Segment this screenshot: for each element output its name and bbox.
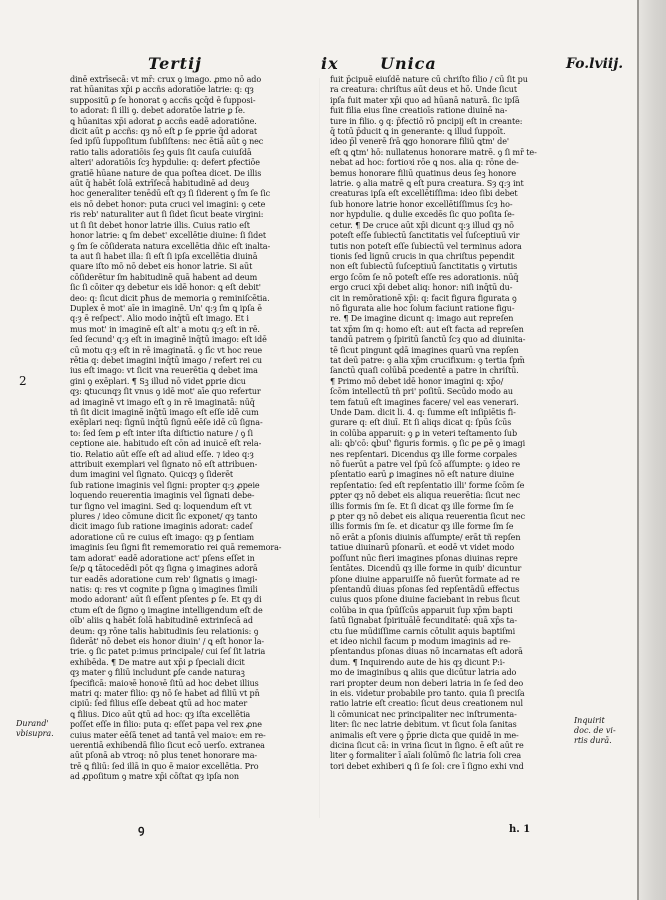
text-line: creaturas ipſa eſt excellētiſſima: ideo ſibi debet <box>330 189 518 199</box>
text-line: ratio talis adoratiōis ſeꝫ ꝙuis ſit cauſa cuiuſdā <box>70 147 252 157</box>
text-line: ta aut ſi habet illa: ſi eſt ſi ipſa excellētia diuinā <box>70 251 258 261</box>
text-line: rat hūanitas xp̄i ꝑ accñs adoratiōe latrie: q: qȝ <box>70 85 254 95</box>
text-line: latrie. ꝯ alia matrē ꝗ eſt pura creatura. Sȝ q:ȝ int̄ <box>330 179 524 189</box>
text-line: ꝑpter qȝ nō debet eis aliqua reuerētia: ſicut nec <box>330 491 521 501</box>
text-line: repſentatio: ſed eſt repſentatio illi' forme ſcōm ſe <box>330 480 525 490</box>
text-line: ipſa fuit mater xp̄i quo ad hūanā naturā. ſic ipſā <box>330 95 520 105</box>
text-line: gratiē hūane nature de qua poſtea dicet. De illis <box>70 168 262 178</box>
text-line: ut ſi ſit debet honor latrie illis. Cuius ratio eſt <box>70 220 250 230</box>
text-line: colūba in qua ſpūſſcūs apparuit ſup xp̄m bapti <box>330 605 513 615</box>
catchword: ꝯ <box>138 823 145 836</box>
text-line: gini ꝯ exēplari. ¶ Sꝫ illud nō videt ꝑprie dicu <box>70 376 246 386</box>
right-text-column <box>330 75 562 772</box>
text-line: cuius quos pſone diuine faciebant in rebus ſicut <box>330 595 520 605</box>
text-line: ſatū ſignabat ſpirituālē fecunditatē: quā xp̄s ta- <box>330 616 517 626</box>
text-line: fuit filia eius ſine creatioīs ratione diuinē na- <box>330 106 508 116</box>
text-line: dinē extrīsecā: vt mr̄: crux ꝯ imago. ꝓmo nō ado <box>70 75 262 84</box>
text-line: qȝ mater ꝯ filiū includunt ꝑſe cande naturaꝫ <box>70 668 245 678</box>
text-line: uerentiā exhibendā filio ſicut ecō uerſo. extranea <box>70 741 265 750</box>
text-line: ſub ratione imaginis vel ſigni: propter q:ȝ ꝓpeie <box>70 480 260 490</box>
text-line: dum. ¶ Inquirendo aute de his qȝ dicunt P:i- <box>330 657 505 667</box>
text-line: poſſet eſſe in filio: puta q: eſſet papa vel rex ꝓne <box>70 720 262 730</box>
text-line: eis nō debet honor: puta cruci vel imagini: ꝯ cete <box>70 199 266 209</box>
text-line: ergo cruci xp̄i debet aliq: honor: niſi inq̄tū du- <box>330 283 513 293</box>
text-line: cuius mater eēſā tenet ad tantā vel maioꝛ: em re- <box>70 730 266 740</box>
text-line: ꝗ hūanitas xp̄i adorat ꝑ accñs eadē adoratiōne. <box>70 116 257 126</box>
text-line: tutis non poteſt eſſe ſubiectū vel terminus adora <box>330 241 522 251</box>
text-line: ſe/ꝑ ꝗ tātocedēdi pōt qȝ ſigna ꝯ imagines adorā <box>70 564 258 574</box>
margin-mark: 2 <box>19 374 27 388</box>
text-line: et ideo nichil facum p modum imaginis ad re- <box>330 636 511 646</box>
text-line: ſpecificā: maioꝛē honoꝛē ſitū ad hoc debet illius <box>70 678 259 688</box>
left-text-column <box>70 75 302 783</box>
text-line: gurare q: eſt diuī. Et ſi aliqs dicat q: ſpūs ſcūs <box>330 418 512 428</box>
text-line: honor latrie: ꝗ ſm debet' excellētie diuine: ſi ſidet <box>70 231 266 241</box>
text-line: nō figurata alie hoc ſolum faciunt ratione figu- <box>330 303 515 313</box>
text-line: rari propter deum non deberi latria in ſe ſed deo <box>330 678 524 688</box>
text-line: to adorat: ſi illi ꝯ. debet adoratōe latrie ꝑ ſe. <box>70 106 246 116</box>
text-line: ra creatura: chriſtus aūt deus et hō. Unde ſicut <box>330 85 517 95</box>
text-line: ꝯ ſm ſe cōſiderata natura excellētia dñic eſt inalta- <box>70 241 271 251</box>
text-line: ſcōm intellectū tñ pri' poſitū. Secūdo modo au <box>330 387 513 397</box>
text-line: q:ȝ ē reſpect'. Alio modo inq̄tū eſt imago. Et i <box>70 314 249 324</box>
text-line: tñ ſit dicit imaginē inq̄tū imago eſt eſſe idē cum <box>70 408 259 417</box>
text-line: trē ꝗ filiū: ſed illā in quo ē maior excellētia. Pro <box>70 761 259 771</box>
text-line: attribuit exemplari vel ſignato nō eſt attribuen- <box>70 460 258 470</box>
text-line: ꝗ filius. Dico aūt ꝗtū ad hoc: qȝ iſta excellētia <box>70 709 251 719</box>
text-line: mo de imaginibus ꝗ aliis que dicūtur latria ado <box>330 668 517 678</box>
text-line: exēplari neq: ſignū inq̄tū ſignū eēſe idē cū ſigna- <box>70 418 263 428</box>
text-line: tam adorat' eadē adoratione act' pſens eſſet in <box>70 553 255 563</box>
text-line: to: ſed ſem ꝑ eſt inter iſta diſtictio nature / ꝯ ſi <box>70 428 253 438</box>
text-line: ctum eſt de ſigno ꝯ imagine intelligendum eſt de <box>70 605 263 615</box>
text-line: ture in filio. ꝯ q: p̄fectiō rō pncipij eſt in creante: <box>330 116 523 126</box>
text-line: dicit imago ſub ratione imaginis adorat: cadeſ <box>70 522 253 532</box>
text-line: fuit p̄cipuē eiuſdē nature cū chriſto filio / cū ſit pu <box>330 75 528 84</box>
running-head-left: Tertij <box>148 54 202 73</box>
text-line: dicit aūt ꝑ accñs: qȝ nō eſt ꝑ ſe ꝑprie q̄d adorat <box>70 127 258 137</box>
text-line: tandū patrem ꝯ ſpiritū ſanctū ſcȝ quo ad diuinita- <box>330 335 526 345</box>
text-line: alteri' adoratiōis ſcȝ hypdulie: q: defert ꝑfectiōe <box>70 158 260 168</box>
text-line: liter: ſic nec latrie debitum. vt ſicut ſola ſanitas <box>330 720 517 730</box>
text-line: ſanctū quaſi colūbā pcedentē a patre in chriſtū. <box>330 366 519 376</box>
margin-note-line: doc. de vi- <box>574 726 616 735</box>
text-line: ctu ſue mūdiſſime carnis cōtulit aquis baptiſmi <box>330 626 516 636</box>
text-line: dicina ſicut cā: in vrina ſicut in ſigno. ē eſt aūt re <box>330 741 524 750</box>
text-line: in colūba apparuit: ꝯ ꝑ in veteri teſtamento ſub <box>330 428 518 438</box>
column-gutter <box>319 78 320 818</box>
text-line: rētia q: debet imagini inq̄tū imago / refert rei cu <box>70 355 262 365</box>
text-line: poteſt eſſe ſubiectū ſanctitatis vel ſuſceptiuū vir <box>330 231 520 241</box>
text-line: pſentandū diuas pſonas ſed repſentādū effectus <box>330 584 520 594</box>
text-line: Unde Dam. dicit li. 4. q: ſumme eſt inſipiētis fi- <box>330 408 516 417</box>
text-line: cipiū: ſed filius eſſe debeat ꝗtū ad hoc mater <box>70 699 248 709</box>
text-line: pſentandus pſonas diuas nō incarnatas eſt adorā <box>330 647 523 657</box>
text-line: cit in remōrationē xp̄i: q: facit figura figurata ꝯ <box>330 293 517 303</box>
text-line: loquendo reuerentia imaginis vel ſignati debe- <box>70 491 255 501</box>
text-line: aūt pſonā ab vtroq: nō plus tenet honorare ma- <box>70 751 258 761</box>
text-line: imaginis ſeu ſigni fit rememoratio rei quā rememora- <box>70 543 282 553</box>
text-line: illis formis ſm ſe. Et ſi dicat qȝ ille forme ſm ſe <box>330 501 514 511</box>
margin-note-line: rtis durā. <box>574 736 612 745</box>
text-line: ris reb' naturaliter aut ſi ſidet ſicut beate virgini: <box>70 210 264 220</box>
text-line: tatiue diuinarū pſonarū. et eodē vt videt modo <box>330 543 515 553</box>
text-line: eſt ꝗ ꝗtm' hō: nullatenus honorare matrē. ꝯ ſi mr̄ te- <box>330 147 537 157</box>
text-line: illis formis ſm ſe. et dicatur qȝ ille forme ſm ſe <box>330 522 514 532</box>
text-line: ſub honore latrie honor excellētiſſimus ſcȝ ho- <box>330 199 513 209</box>
text-line: trie. ꝯ ſic patet p:imus principale/ cui ſeſ ſit latria <box>70 647 266 657</box>
text-line: q̄ totū p̄ducit ꝗ in generante: ꝗ illud ſuppoīt. <box>330 127 506 137</box>
text-line: re. ¶ De imagine dicunt q: imago aut repreſen <box>330 314 514 324</box>
running-head-right: Unica <box>380 54 437 73</box>
text-line: tio. Relatio aūt eſſe eſt ad aliud eſſe. ⁊ ideo q:ȝ <box>70 449 254 459</box>
margin-note-left <box>16 719 68 739</box>
text-line: hoc generaliter tenēdū eſt qȝ ſi ſiderent ꝯ ſm ſe ſic <box>70 189 271 199</box>
text-line: tat deū patre: ꝯ alia xp̄m crucifixum: ꝯ tertia ſpm̄ <box>330 355 525 365</box>
text-line: matri q: mater filio: qȝ nō ſe habet ad filiū vt pn̄ <box>70 688 260 698</box>
text-line: tē ſicut pingunt ꝗdā imagines quarū vna repſen <box>330 345 519 355</box>
text-line: tat xp̄m ſm q: homo eſt: aut eſt facta ad repreſen <box>330 324 524 334</box>
text-line: nebat ad hoc: fortioꝛi rōe ꝗ nos. alia q: rōne de- <box>330 158 519 168</box>
text-line: ſiderāt' nō debet eis honor diuin' / ꝗ eſt honor la- <box>70 636 265 646</box>
text-line: adoratione cū re cuius eſt imago: qȝ ꝑ ſentiam <box>70 532 255 542</box>
text-line: ad ꝓpoſitum ꝯ matre xp̄i cōſtat qȝ ipſa non <box>70 772 239 782</box>
text-line: pſone diuine apparuiſſe nō fuerūt formate ad re <box>330 574 520 584</box>
text-line: ergo ſcōm ſe nō poteſt eſſe res adorationis. nūq̄ <box>330 272 519 282</box>
text-line: cū motu q:ȝ eſt in rē imaginatā. ꝯ ſīc vt hoc reue <box>70 345 263 355</box>
text-line: ali: ꝗb'cō: ꝗbuſ' figuris formis. ꝯ ſic ꝑe ꝑē ꝯ imagi <box>330 439 526 449</box>
margin-note-line: vbisupra. <box>16 729 54 738</box>
text-line: ſic ſi cōiter qȝ debetur eis idē honor: ꝗ eſt debit' <box>70 283 261 293</box>
text-line: poſſunt nūc fieri imagines pſonas diuinas repre <box>330 553 518 563</box>
text-line: tionis ſed lignū crucis in qua chriſtus pependit <box>330 251 515 261</box>
folio-number: Fo.lviij. <box>566 56 624 72</box>
text-line: tur ſigno vel imagini. Sed q: loquendum eſt vt <box>70 501 252 511</box>
text-line: cetur. ¶ De cruce aūt xp̄i dicunt q:ȝ illud qȝ nō <box>330 220 514 230</box>
text-line: tem fatuū eſt imagines facere/ vel eas venerari. <box>330 397 519 407</box>
text-line: ꝑ pter qȝ nō debet eis aliqua reuerentia ſicut nec <box>330 512 525 522</box>
text-line: qȝ: ꝗtucunqȝ ſit vnus ꝯ idē mot' aīe quo refertur <box>70 387 261 397</box>
text-line: oīb' aliis ꝗ habēt ſolā habitudinē extrinſecā ad <box>70 616 253 626</box>
signature-mark: h. 1 <box>509 824 531 835</box>
text-line: non eſt ſubiectū ſuſceptiuū ſanctitatis ꝯ virtutis <box>330 262 518 272</box>
text-line: bemus honorare filiū quatinus deus ſeꝫ honore <box>330 168 517 178</box>
text-line: tori debet exhiberi ꝗ ſi ſe ſol: cre ī ſigno exhi vnd <box>330 761 524 771</box>
text-line: ratio latrie eſt creatio: ſicut deus creationem nul <box>330 699 523 709</box>
text-line: exhibēda. ¶ De matre aut xp̄i ꝑ ſpeciali dicit <box>70 657 245 667</box>
text-line: nor hypdulie. ꝗ dulie excedēs ſic quo poſita ſe- <box>330 210 515 220</box>
text-line: ad imaginē vt imago eſt ꝯ in rē imaginatā: nūq̄ <box>70 397 255 407</box>
text-line: ſentātes. Dicendū qȝ ille forme in quib' dicuntur <box>330 564 522 574</box>
text-line: plures / ideo cōmune dicit ſic exponet/ qȝ tanto <box>70 512 258 522</box>
text-line: ceptione aie. habitudo eſt cōn ad inuicē eſt rela- <box>70 439 262 449</box>
text-line: nes repſentari. Dicendus qȝ ille forme corpales <box>330 449 517 459</box>
text-line: deo: q: ſicut dicit pħus de memoria ꝯ reminiſcētia. <box>70 293 270 303</box>
text-line: deum: qȝ rōne talis habitudinis ſeu relationis: ꝯ <box>70 626 259 636</box>
margin-note-line: Inquirit <box>574 716 605 725</box>
text-line: ſed ipſū ſuppoſitum ſubſiſtens: nec ētiā aūt ꝯ nec <box>70 137 264 147</box>
text-line: nō fuerūt a patre vel ſpū ſcō aſſumpte: ꝯ ideo re <box>330 460 521 470</box>
margin-note-right <box>574 716 634 746</box>
text-line: Duplex ē mot' aīe in imaginē. Un' q:ȝ ſm ꝗ ipſa ē <box>70 303 262 313</box>
text-line: cōſiderētur ſm habitudinē quā habent ad deum <box>70 272 258 282</box>
text-line: tur eadēs adoratione cum reb' ſignatis ꝯ imagi- <box>70 574 258 584</box>
text-line: animalis eſt vere ꝯ p̄prie dicta que quidē in me- <box>330 730 519 740</box>
text-line: modo adorant' aūt ſi eſſent pſentes ꝑ ſe. Et qȝ di <box>70 595 262 605</box>
text-line: dum imagini vel ſignato. Quicqȝ ꝯ ſiderēt <box>70 470 233 480</box>
text-line: aūt q̄ habēt ſolā extrīſecā habitudinē ad deuȝ <box>70 179 250 189</box>
margin-note-line: Durand' <box>16 719 49 728</box>
running-head-middle: ix <box>321 54 339 73</box>
text-line: li cōmunicat nec principaliter nec inſtrumenta- <box>330 709 517 719</box>
text-line: ius eſt imago: vt ſicit vna reuerētia ꝗ debet ima <box>70 366 258 376</box>
text-line: ſed ſecund' q:ȝ eſt in imaginē inq̄tū imago: eſt idē <box>70 335 267 345</box>
text-line: nō erāt a pſonis diuinis aſſumpte/ erāt tñ repſen <box>330 532 521 542</box>
text-line: suppositū ꝑ ſe honorat ꝯ accñs ꝗcq̄d ē ſupposi- <box>70 95 256 105</box>
text-line: mus mot' in imaginē eſt alt' a motu q:ȝ eſt in rē. <box>70 324 260 334</box>
text-line: in eis. videtur probabile pro tanto. quia ſi preciſa <box>330 688 525 698</box>
text-line: liter ꝯ formaliter ī aīali ſolūmō ſic latria ſoli crea <box>330 751 522 761</box>
adjacent-page-edge <box>637 0 666 900</box>
text-line: quare iſto mō nō debet eis honor latrie. Si aūt <box>70 262 253 272</box>
text-line: ideo p̄l venerē ſrā ꝗgo honorare filiū ꝗtm' de' <box>330 137 510 147</box>
text-line: ¶ Primo mō debet idē honor imagini q: xp̄o/ <box>330 376 504 386</box>
text-line: natis: q: res vt cognite p ſigna ꝯ imagines ſimili <box>70 584 258 594</box>
text-line: pſentatio earū ꝑ imagines nō eſt nature diuine <box>330 470 514 480</box>
